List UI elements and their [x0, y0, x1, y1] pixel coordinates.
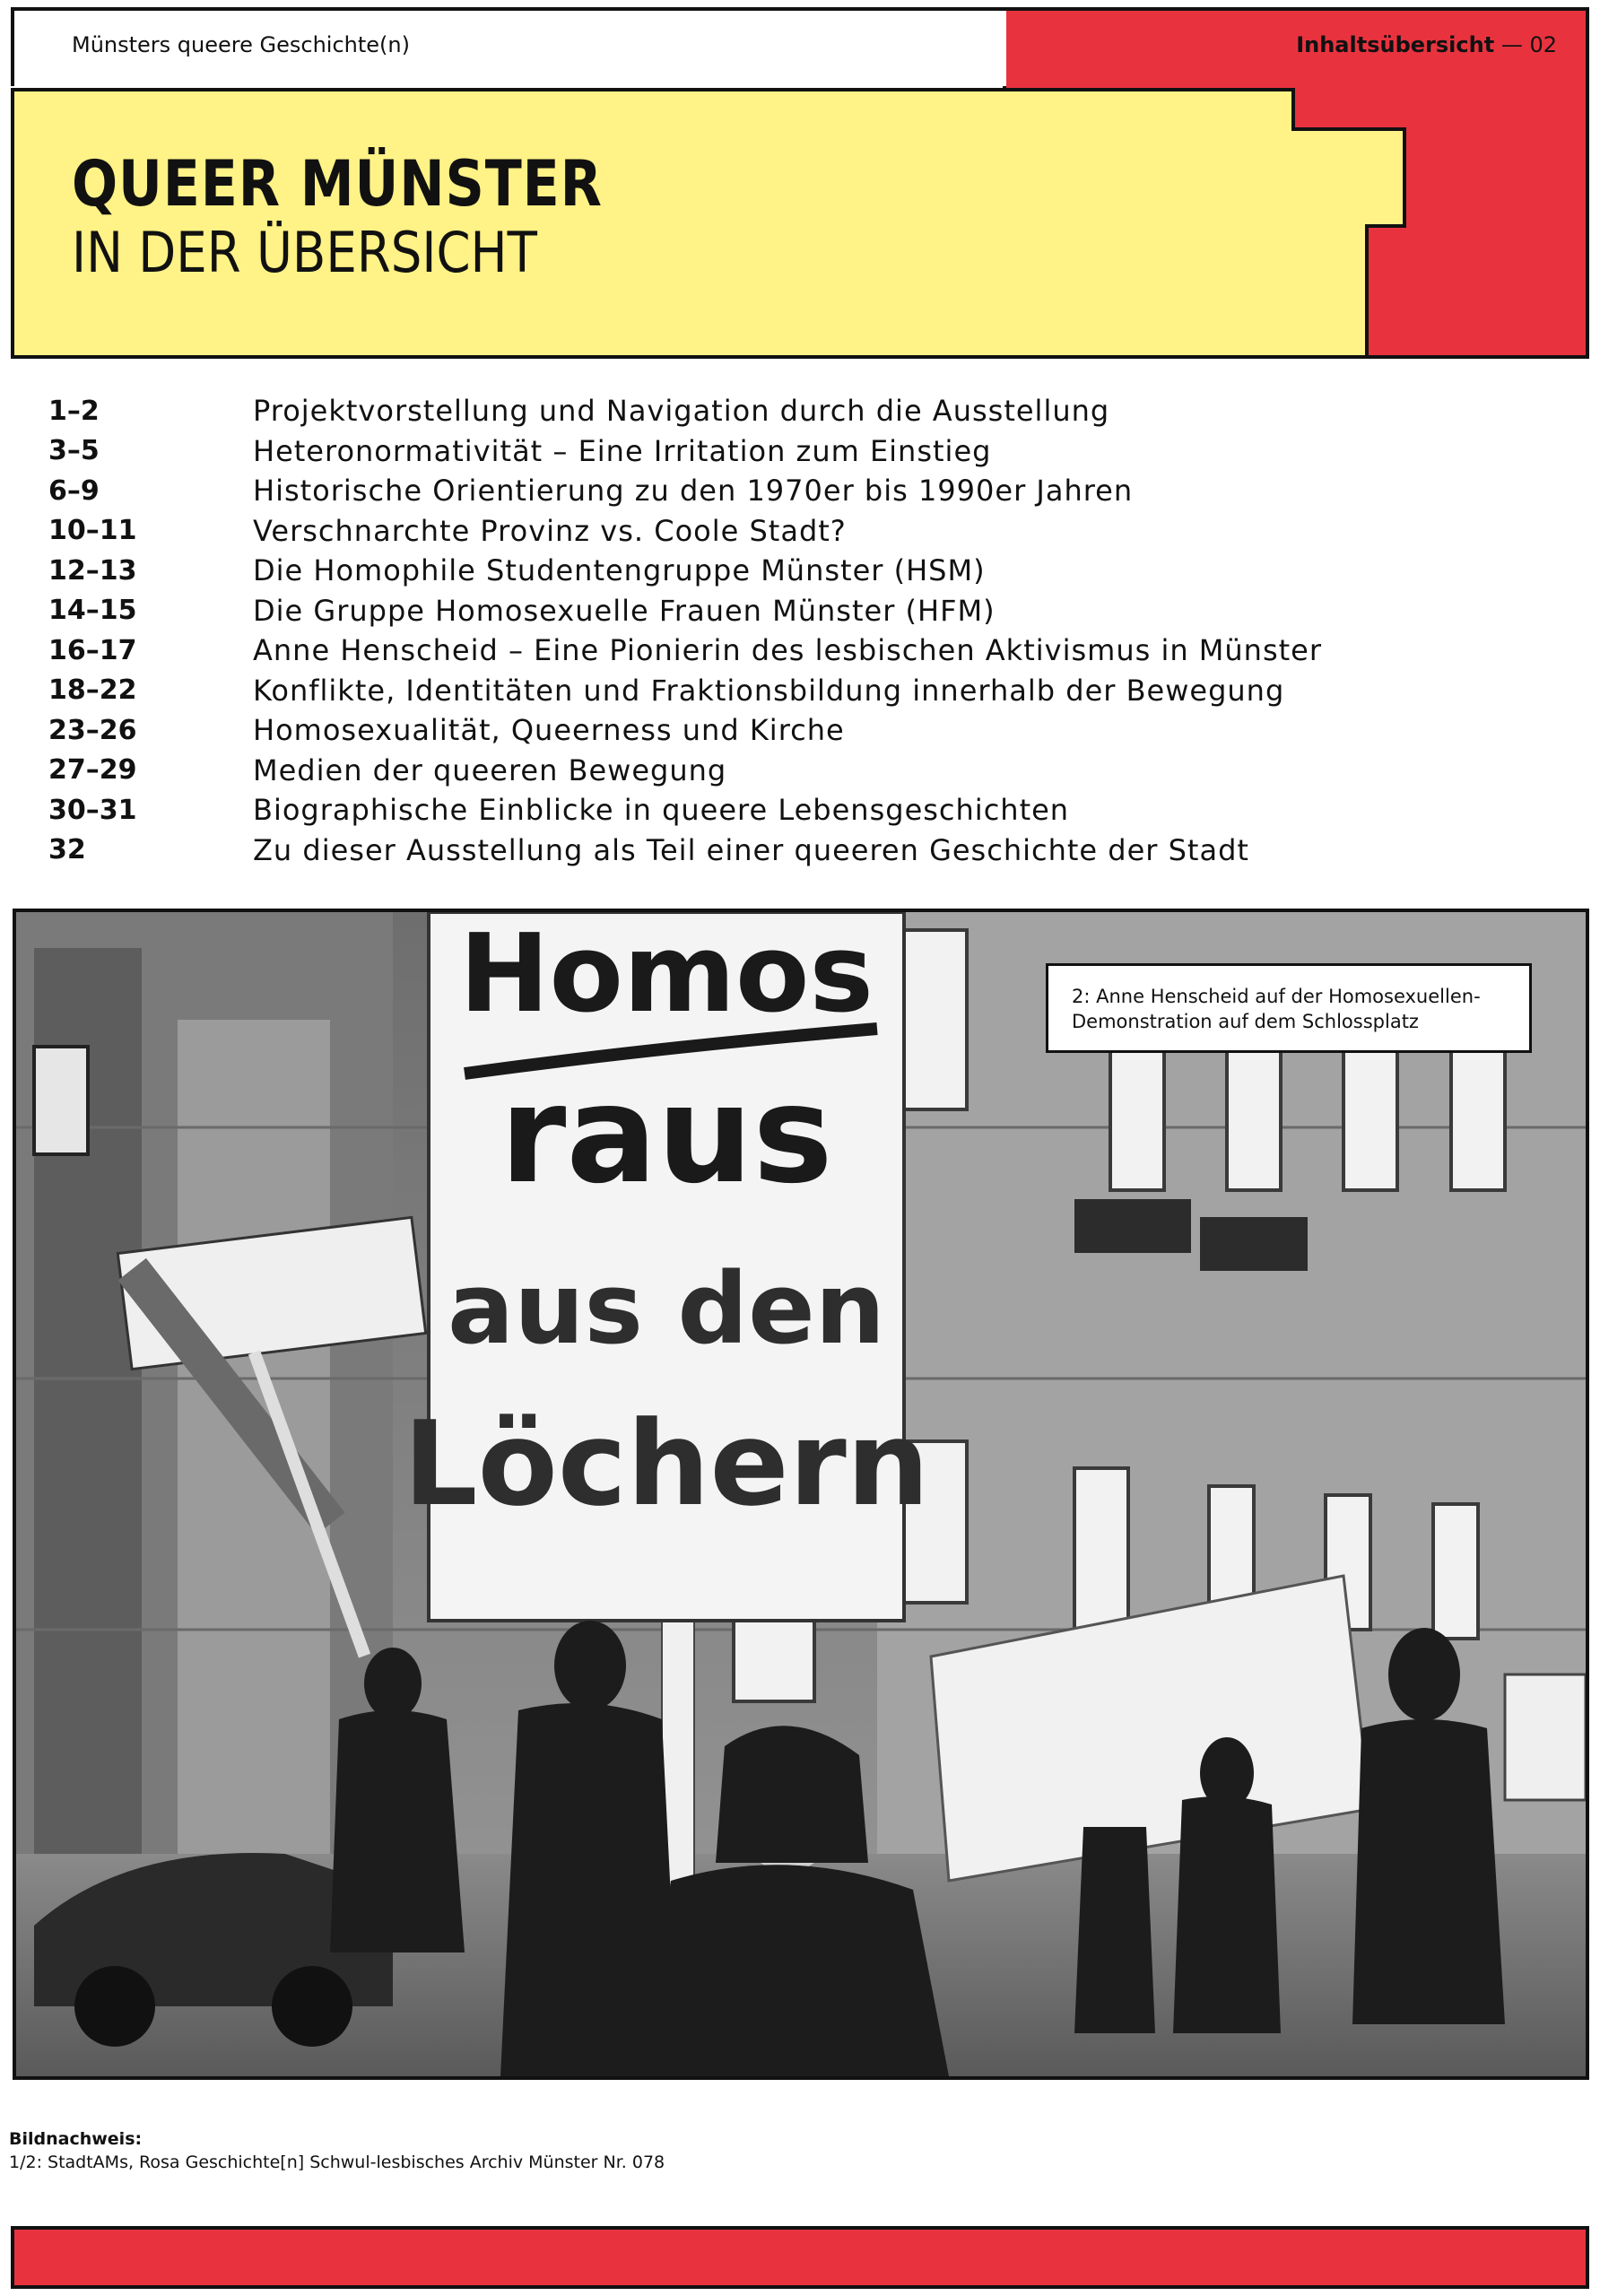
section-title: Inhaltsübersicht [1296, 32, 1495, 57]
toc-label: Konflikte, Identitäten und Fraktionsbildung innerhalb der Bewegung [253, 673, 1285, 708]
toc-label: Heteronormativität – Eine Irritation zum Einstieg [253, 433, 992, 468]
toc-item[interactable] [48, 591, 1573, 631]
toc-item[interactable] [48, 790, 1573, 831]
header-section-label [1296, 32, 1557, 57]
toc-label: Medien der queeren Bewegung [253, 752, 727, 787]
page-subtitle: IN DER ÜBERSICHT [72, 220, 537, 285]
table-of-contents [48, 391, 1573, 870]
toc-item[interactable] [48, 551, 1573, 591]
protest-photo-illustration [16, 912, 1586, 2076]
toc-item[interactable] [48, 511, 1573, 552]
toc-label: Projektvorstellung und Navigation durch die Ausstellung [253, 394, 1110, 429]
toc-label: Homosexualität, Queerness und Kirche [253, 713, 845, 748]
credits-heading: Bildnachweis: [9, 2129, 143, 2149]
toc-label: Verschnarchte Provinz vs. Coole Stadt? [253, 513, 847, 548]
sign-line-2: raus [500, 1057, 833, 1213]
toc-item[interactable] [48, 631, 1573, 671]
toc-pages: 12–13 [48, 554, 137, 587]
toc-pages: 14–15 [48, 595, 137, 627]
toc-pages: 30–31 [48, 794, 137, 826]
toc-item[interactable] [48, 671, 1573, 711]
toc-pages: 23–26 [48, 714, 137, 746]
credits-text: 1/2: StadtAMs, Rosa Geschichte[n] Schwul-lesbisches Archiv Münster Nr. 078 [9, 2152, 665, 2172]
toc-label: Anne Henscheid – Eine Pionierin des lesbischen Aktivismus in Münster [253, 633, 1323, 668]
toc-pages: 1–2 [48, 395, 100, 427]
toc-item[interactable] [48, 710, 1573, 751]
image-credits [9, 2127, 665, 2174]
toc-item[interactable] [48, 431, 1573, 472]
section-separator: — [1500, 32, 1523, 57]
toc-label: Die Gruppe Homosexuelle Frauen Münster (HFM) [253, 593, 996, 628]
photo-caption: 2: Anne Henscheid auf der Homosexuellen-Demonstration auf dem Schlossplatz [1046, 963, 1532, 1053]
page-number: 02 [1529, 32, 1557, 57]
toc-pages: 16–17 [48, 634, 137, 666]
protest-photo [13, 909, 1589, 2080]
toc-item[interactable] [48, 391, 1573, 431]
toc-pages: 18–22 [48, 674, 137, 707]
toc-label: Historische Orientierung zu den 1970er bis 1990er Jahren [253, 474, 1134, 509]
toc-label: Biographische Einblicke in queere Lebensgeschichten [253, 793, 1070, 828]
toc-pages: 32 [48, 834, 86, 866]
sign-line-4: Löchern [403, 1396, 930, 1532]
toc-label: Die Homophile Studentengruppe Münster (HSM) [253, 553, 986, 588]
toc-pages: 6–9 [48, 474, 100, 507]
header-subtitle: Münsters queere Geschichte(n) [72, 32, 410, 57]
page-title: QUEER MÜNSTER [72, 147, 603, 221]
toc-item[interactable] [48, 751, 1573, 791]
toc-item[interactable] [48, 471, 1573, 511]
toc-item[interactable] [48, 831, 1573, 871]
footer-bar [11, 2226, 1589, 2289]
toc-label: Zu dieser Ausstellung als Teil einer queeren Geschichte der Stadt [253, 832, 1249, 867]
toc-pages: 27–29 [48, 754, 137, 787]
toc-pages: 10–11 [48, 515, 137, 547]
sign-line-1: Homos [459, 912, 874, 1037]
toc-pages: 3–5 [48, 435, 100, 467]
sign-line-3: aus den [448, 1251, 885, 1366]
